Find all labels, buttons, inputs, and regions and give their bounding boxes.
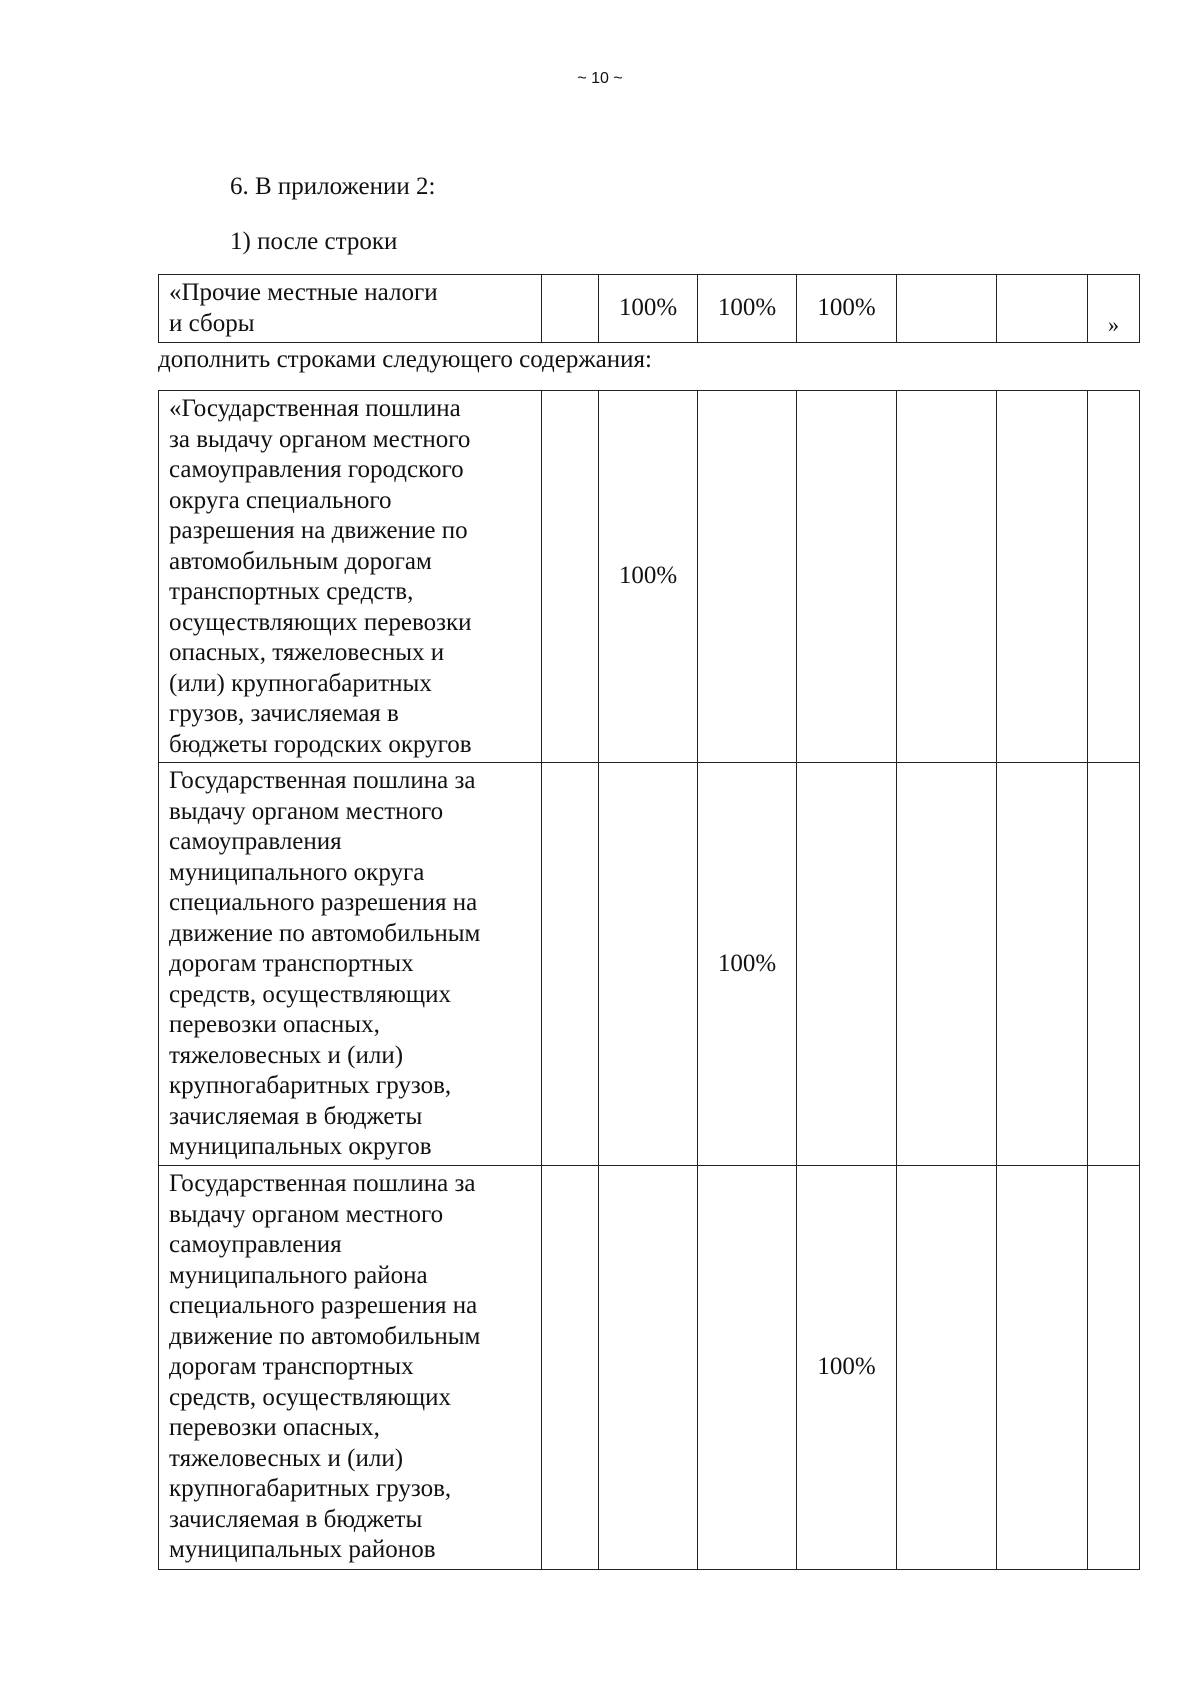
row-name-line: дорогам транспортных xyxy=(169,1353,414,1380)
row-name-line: бюджеты городских округов xyxy=(169,730,472,758)
row-name-line: движение по автомобильным xyxy=(169,919,481,947)
instruction-supplement: дополнить строками следующего содержания: xyxy=(158,346,652,373)
row-name-line: выдачу органом местного xyxy=(169,797,444,825)
row-name-line: разрешения на движение по xyxy=(169,517,468,544)
row-name-line: крупногабаритных грузов, xyxy=(169,1072,452,1099)
row-name-line: за выдачу органом местного xyxy=(169,425,471,453)
existing-row-table xyxy=(158,274,1140,343)
row-name-line: «Государственная пошлина xyxy=(169,395,461,422)
table-cell xyxy=(1088,391,1140,763)
table-row xyxy=(159,391,1140,763)
row-name-line: специального разрешения на xyxy=(169,889,478,916)
table-cell xyxy=(997,1166,1088,1570)
row-name-cell xyxy=(159,763,542,1166)
table-cell xyxy=(1088,763,1140,1166)
row-name-line: перевозки опасных, xyxy=(169,1011,380,1038)
page-number: ~ 10 ~ xyxy=(577,70,623,87)
table-cell xyxy=(897,1166,997,1570)
row-name-line: крупногабаритных грузов, xyxy=(169,1475,452,1502)
percent-cell: 100% xyxy=(599,275,698,343)
new-rows-table xyxy=(158,390,1140,1570)
closing-quote-cell: » xyxy=(1088,275,1140,343)
table-cell xyxy=(542,1166,599,1570)
table-cell xyxy=(698,1166,797,1570)
row-name-line: Государственная пошлина за xyxy=(169,767,476,794)
row-name-line: и сборы xyxy=(169,309,255,337)
row-name-line: тяжеловесных и (или) xyxy=(169,1444,404,1472)
row-name-cell xyxy=(159,391,542,763)
row-name-line: движение по автомобильным xyxy=(169,1322,481,1350)
row-name-line: (или) крупногабаритных xyxy=(169,669,432,697)
row-name-line: грузов, зачисляемая в xyxy=(169,700,399,727)
percent-cell: 100% xyxy=(698,275,797,343)
table-cell xyxy=(1088,1166,1140,1570)
table-cell xyxy=(698,391,797,763)
row-name-cell xyxy=(159,1166,542,1570)
percent-cell: 100% xyxy=(797,1166,897,1570)
table-cell xyxy=(599,763,698,1166)
percent-cell: 100% xyxy=(599,391,698,763)
row-name-line: «Прочие местные налоги xyxy=(169,279,438,306)
row-name-line: муниципального округа xyxy=(169,858,425,886)
row-name-line: муниципальных районов xyxy=(169,1536,436,1563)
percent-cell: 100% xyxy=(698,763,797,1166)
row-name-line: опасных, тяжеловесных и xyxy=(169,639,445,666)
row-name-line: автомобильным дорогам xyxy=(169,547,432,575)
row-name-line: средств, осуществляющих xyxy=(169,1383,452,1411)
row-name-line: округа специального xyxy=(169,486,392,514)
percent-cell: 100% xyxy=(797,275,897,343)
row-name-line: транспортных средств, xyxy=(169,578,414,605)
table-cell xyxy=(797,763,897,1166)
row-name-line: зачисляемая в бюджеты xyxy=(169,1505,423,1533)
row-name-line: муниципальных округов xyxy=(169,1133,432,1160)
row-name-line: специального разрешения на xyxy=(169,1292,478,1319)
table-cell xyxy=(797,391,897,763)
row-name-line: зачисляемая в бюджеты xyxy=(169,1102,423,1130)
row-name-line: средств, осуществляющих xyxy=(169,980,452,1008)
row-name-line: самоуправления xyxy=(169,828,342,855)
row-name-line: Государственная пошлина за xyxy=(169,1170,476,1197)
row-name-line: выдачу органом местного xyxy=(169,1200,444,1228)
table-row xyxy=(159,1166,1140,1570)
section-heading: 6. В приложении 2: xyxy=(230,173,436,200)
table-cell xyxy=(997,391,1088,763)
table-cell xyxy=(897,275,997,343)
table-row xyxy=(159,275,1140,343)
table-cell xyxy=(599,1166,698,1570)
row-name-line: самоуправления городского xyxy=(169,456,464,483)
instruction-after-line: 1) после строки xyxy=(230,228,398,255)
row-name-line: тяжеловесных и (или) xyxy=(169,1041,404,1069)
table-cell xyxy=(997,763,1088,1166)
row-name-line: дорогам транспортных xyxy=(169,950,414,977)
table-cell xyxy=(897,763,997,1166)
table-cell xyxy=(542,763,599,1166)
row-name-line: самоуправления xyxy=(169,1231,342,1258)
table-cell xyxy=(542,275,599,343)
row-name-cell xyxy=(159,275,542,343)
row-name-line: муниципального района xyxy=(169,1261,428,1289)
table-cell xyxy=(997,275,1088,343)
row-name-line: осуществляющих перевозки xyxy=(169,608,472,636)
table-row xyxy=(159,763,1140,1166)
table-cell xyxy=(542,391,599,763)
row-name-line: перевозки опасных, xyxy=(169,1414,380,1441)
table-cell xyxy=(897,391,997,763)
